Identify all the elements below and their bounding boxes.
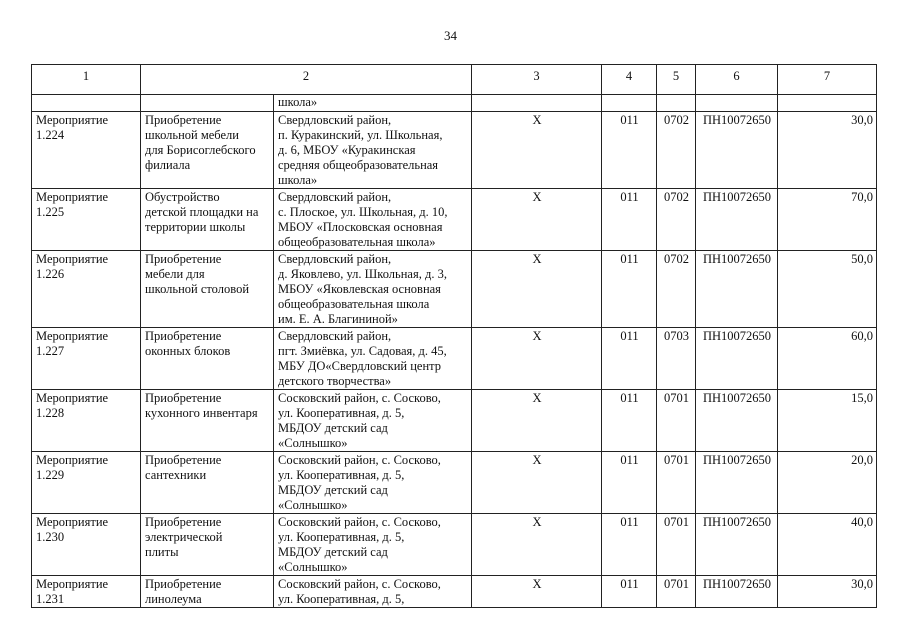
cell-col-3: Х [472,514,602,576]
cell-col-4: 011 [602,576,657,608]
table-row [32,514,877,576]
cell-col-3: Х [472,112,602,189]
cell-activity-id: Мероприятие 1.224 [32,112,141,189]
cell-activity-name: Приобретение мебели для школьной столовой [141,251,274,328]
cell-location: Сосковский район, с. Сосково, ул. Кооперативная, д. 5, [274,576,472,608]
cell-col-6: ПН10072650 [696,328,778,390]
cell-col-6: ПН10072650 [696,189,778,251]
cell-activity-id: Мероприятие 1.230 [32,514,141,576]
cell-activity-name: Приобретение оконных блоков [141,328,274,390]
cell-location: Сосковский район, с. Сосково, ул. Кооперативная, д. 5, МБДОУ детский сад «Солнышко» [274,452,472,514]
cell-empty [141,95,274,112]
cell-location: Свердловский район, п. Куракинский, ул. Школьная, д. 6, МБОУ «Куракинская средняя общеобразовательная школа» [274,112,472,189]
header-col-5: 5 [657,65,696,95]
header-col-3: 3 [472,65,602,95]
cell-col-4: 011 [602,251,657,328]
cell-col-4: 011 [602,514,657,576]
cell-col-7: 30,0 [778,112,877,189]
cell-empty [32,95,141,112]
activities-table [31,64,877,608]
table-row [32,328,877,390]
cell-col-3: Х [472,189,602,251]
cell-col-6: ПН10072650 [696,251,778,328]
cell-activity-id: Мероприятие 1.227 [32,328,141,390]
cell-activity-id: Мероприятие 1.229 [32,452,141,514]
cell-location: школа» [274,95,472,112]
cell-col-6: ПН10072650 [696,452,778,514]
table-row [32,251,877,328]
cell-col-3: Х [472,452,602,514]
cell-col-5: 0701 [657,576,696,608]
table-row [32,112,877,189]
cell-location: Свердловский район, с. Плоское, ул. Школьная, д. 10, МБОУ «Плосковская основная общеобразовательная школа» [274,189,472,251]
cell-col-6: ПН10072650 [696,390,778,452]
cell-col-4: 011 [602,390,657,452]
header-col-4: 4 [602,65,657,95]
page-number: 34 [444,28,457,43]
cell-col-3: Х [472,328,602,390]
cell-location: Свердловский район, пгт. Змиёвка, ул. Садовая, д. 45, МБУ ДО«Свердловский центр детского творчества» [274,328,472,390]
cell-activity-name: Приобретение школьной мебели для Борисоглебского филиала [141,112,274,189]
cell-col-5: 0701 [657,390,696,452]
table-row [32,189,877,251]
cell-col-5: 0702 [657,112,696,189]
cell-empty [657,95,696,112]
cell-activity-id: Мероприятие 1.226 [32,251,141,328]
cell-col-4: 011 [602,452,657,514]
cell-col-3: Х [472,251,602,328]
cell-col-7: 15,0 [778,390,877,452]
cell-empty [472,95,602,112]
cell-col-7: 30,0 [778,576,877,608]
cell-col-3: Х [472,390,602,452]
cell-col-7: 20,0 [778,452,877,514]
table-row [32,452,877,514]
cell-col-4: 011 [602,189,657,251]
cell-col-7: 50,0 [778,251,877,328]
cell-location: Сосковский район, с. Сосково, ул. Кооперативная, д. 5, МБДОУ детский сад «Солнышко» [274,514,472,576]
table-row-continuation [32,95,877,112]
cell-activity-id: Мероприятие 1.228 [32,390,141,452]
cell-col-7: 70,0 [778,189,877,251]
cell-location: Свердловский район, д. Яковлево, ул. Школьная, д. 3, МБОУ «Яковлевская основная общеобразовательная школа им. Е. А. Благининой» [274,251,472,328]
cell-col-5: 0701 [657,452,696,514]
cell-col-5: 0701 [657,514,696,576]
header-col-7: 7 [778,65,877,95]
cell-empty [778,95,877,112]
cell-col-4: 011 [602,328,657,390]
table-header-row [32,65,877,95]
header-col-6: 6 [696,65,778,95]
cell-empty [602,95,657,112]
cell-activity-name: Обустройство детской площадки на территории школы [141,189,274,251]
cell-activity-id: Мероприятие 1.231 [32,576,141,608]
table-row [32,576,877,608]
cell-activity-name: Приобретение сантехники [141,452,274,514]
cell-col-6: ПН10072650 [696,576,778,608]
cell-col-7: 40,0 [778,514,877,576]
cell-col-5: 0702 [657,251,696,328]
cell-col-4: 011 [602,112,657,189]
cell-col-5: 0702 [657,189,696,251]
header-col-2: 2 [141,65,472,95]
cell-col-5: 0703 [657,328,696,390]
header-col-1: 1 [32,65,141,95]
cell-col-3: Х [472,576,602,608]
cell-activity-name: Приобретение кухонного инвентаря [141,390,274,452]
cell-location: Сосковский район, с. Сосково, ул. Кооперативная, д. 5, МБДОУ детский сад «Солнышко» [274,390,472,452]
table-row [32,390,877,452]
cell-col-7: 60,0 [778,328,877,390]
cell-activity-name: Приобретение линолеума [141,576,274,608]
cell-empty [696,95,778,112]
cell-activity-name: Приобретение электрической плиты [141,514,274,576]
cell-activity-id: Мероприятие 1.225 [32,189,141,251]
cell-col-6: ПН10072650 [696,112,778,189]
cell-col-6: ПН10072650 [696,514,778,576]
